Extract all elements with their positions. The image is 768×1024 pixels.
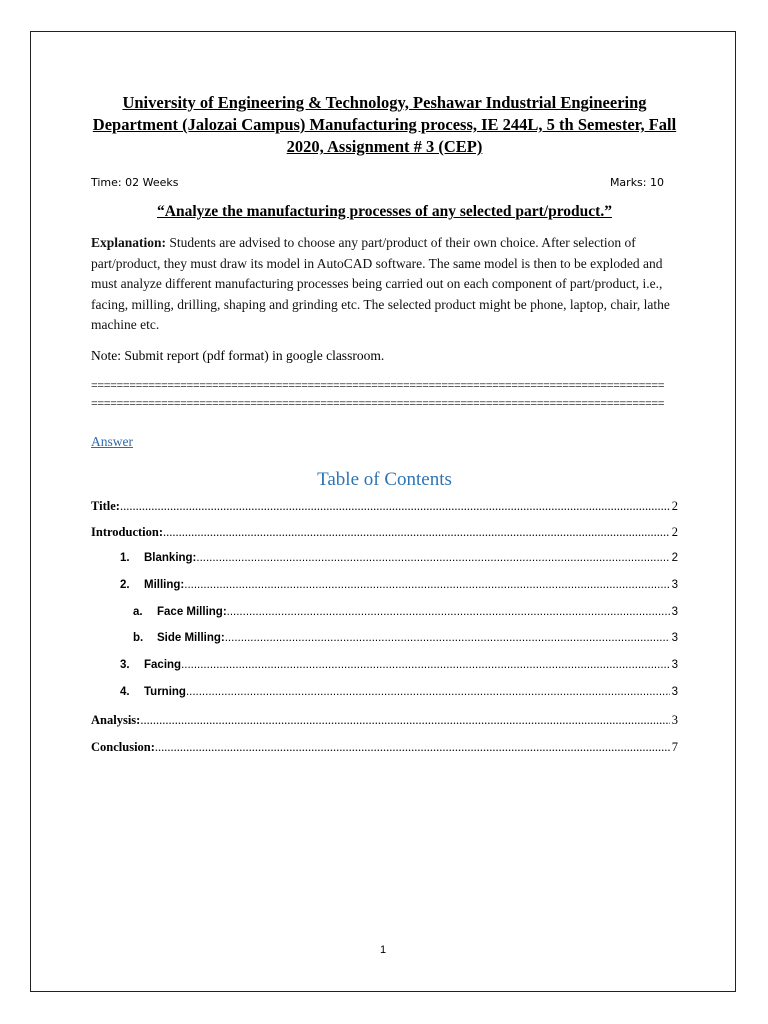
page-number: 1 [379,944,387,956]
separator-line-1: ========================================================================================== [91,377,665,392]
toc-leader-dots [227,606,670,618]
marks-label: Marks: 10 [609,176,664,189]
toc-entry-introduction[interactable] [91,525,678,552]
toc-entry-page: 2 [671,525,678,540]
toc-entry-label: Blanking: [144,552,197,565]
answer-link[interactable]: Answer [91,433,133,449]
toc-leader-dots [155,740,670,755]
toc-entry-number: 2. [120,578,130,591]
toc-entry-title[interactable] [91,499,678,526]
toc-leader-dots [181,659,670,671]
toc-leader-dots [186,686,670,698]
toc-entry-page: 3 [671,712,678,727]
toc-entry-turning[interactable] [91,686,678,713]
toc-entry-conclusion[interactable] [91,740,678,767]
toc-entry-number: 3. [120,659,130,672]
toc-entry-label: Facing [144,659,182,672]
toc-leader-dots [184,579,669,591]
document-page [30,31,736,992]
table-of-contents [91,499,678,767]
toc-entry-page: 3 [671,578,678,591]
toc-entry-page: 3 [671,605,678,618]
toc-leader-dots [196,552,669,564]
explanation-paragraph [91,233,678,336]
toc-entry-page: 2 [671,498,678,513]
explanation-label: Explanation: [91,235,167,250]
explanation-text: Students are advised to choose any part/product of their own choice. After selection of part/product, they must draw its model in AutoCAD software. The same model is then to be exploded and must analyze different manufacturing processes being carried out on each component of part/product, i.e., facing, milling, drilling, shaping and grinding etc. The selected product might be phone, laptop, chair, lathe machine etc. [91,235,670,332]
toc-entry-face-milling[interactable] [91,606,678,633]
toc-leader-dots [163,525,670,540]
toc-entry-label: Conclusion: [91,739,155,754]
toc-entry-label: Side Milling: [157,632,225,645]
toc-leader-dots [140,713,669,728]
toc-entry-analysis[interactable] [91,713,678,740]
toc-leader-dots [225,632,670,644]
page-content [91,92,678,766]
toc-entry-page: 7 [671,739,678,754]
toc-entry-number: 4. [120,686,130,699]
toc-leader-dots [120,499,670,514]
time-label: Time: 02 Weeks [91,176,179,189]
toc-entry-label: Turning [144,686,186,699]
meta-row [91,176,678,189]
toc-entry-label: Milling: [144,578,185,591]
document-title: University of Engineering & Technology, Peshawar Industrial Engineering Department (Jalozai Campus) Manufacturing process, IE 244L, 5 th Semester, Fall 2020, Assignment # 3 (CEP) [92,93,677,156]
toc-entry-label: Introduction: [91,525,164,540]
assignment-title: “Analyze the manufacturing processes of any selected part/product.” [157,203,612,220]
toc-entry-page: 2 [671,552,678,565]
separator-line-2: ========================================================================================== [91,395,665,410]
toc-entry-number: b. [133,632,144,645]
toc-entry-number: 1. [120,552,130,565]
toc-entry-label: Face Milling: [157,605,227,618]
toc-heading: Table of Contents [317,468,452,490]
toc-entry-number: a. [133,605,143,618]
toc-entry-label: Analysis: [91,712,141,727]
submission-note: Note: Submit report (pdf format) in google classroom. [91,347,385,363]
toc-entry-page: 3 [671,686,678,699]
toc-entry-page: 3 [671,659,678,672]
toc-entry-label: Title: [91,498,120,513]
toc-entry-blanking[interactable] [91,552,678,579]
toc-entry-page: 3 [671,632,678,645]
toc-entry-side-milling[interactable] [91,632,678,659]
toc-entry-milling[interactable] [91,579,678,606]
toc-entry-facing[interactable] [91,659,678,686]
